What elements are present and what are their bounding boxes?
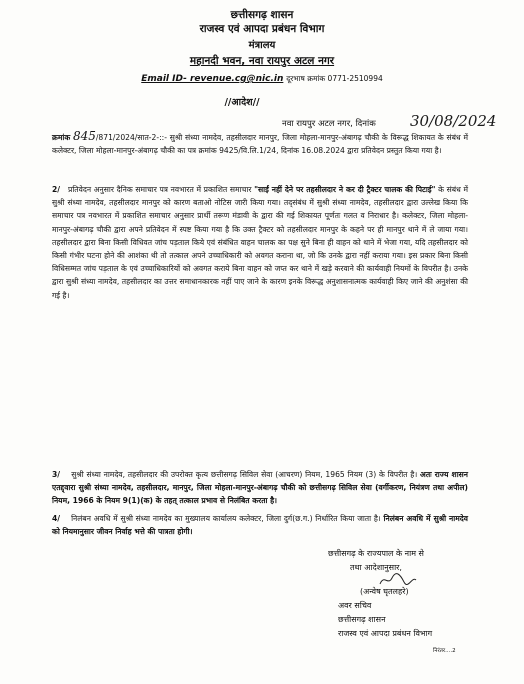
header-ministry: मंत्रालय bbox=[248, 40, 276, 51]
signatory-designation: अवर सचिव bbox=[338, 601, 372, 610]
paragraph-2-number: 2/ bbox=[52, 185, 61, 194]
signatory-office: छत्तीसगढ़ शासन bbox=[338, 615, 386, 624]
header-government: छत्तीसगढ़ शासन bbox=[230, 9, 294, 21]
paragraph-3 bbox=[52, 468, 468, 508]
order-number-prefix: क्रमांक bbox=[52, 133, 71, 142]
signatory-department: राजस्व एवं आपदा प्रबंधन विभाग bbox=[338, 629, 433, 638]
paragraph-4-text-a: निलंबन अवधि में सुश्री संध्या नामदेव का मुख्यालय कार्यालय कलेक्टर, जिला दुर्ग(छ.ग.) निर्धारित किया जाता है। bbox=[71, 514, 381, 523]
paragraph-2 bbox=[52, 183, 468, 302]
paragraph-4 bbox=[52, 512, 468, 538]
signature-authority: छत्तीसगढ़ के राज्यपाल के नाम से bbox=[328, 549, 424, 558]
paragraph-3-number: 3/ bbox=[52, 470, 61, 479]
signature-order-line: तथा आदेशानुसार, bbox=[350, 563, 402, 572]
dateline: नवा रायपुर अटल नगर, दिनांक bbox=[282, 119, 376, 129]
header-address: महानदी भवन, नवा रायपुर अटल नगर bbox=[189, 55, 335, 67]
paragraph-2-text-a: प्रतिवेदन अनुसार दैनिक समाचार पत्र नवभारत में प्रकाशित समाचार bbox=[68, 185, 252, 194]
signatory-name: (अन्वेष घृतलहरे) bbox=[360, 587, 409, 596]
phone-number: दूरभाष क्रमांक 0771-2510994 bbox=[286, 74, 383, 83]
paragraph-3-text-a: सुश्री संध्या नामदेव, तहसीलदार की उपरोक्त कृत्य छत्तीसगढ़ सिविल सेवा (आचरण) नियम, 1965 नियम (3) के विपरीत है। bbox=[71, 470, 418, 479]
paragraph-4-number: 4/ bbox=[52, 514, 61, 523]
order-title: //आदेश// bbox=[224, 97, 260, 108]
handwritten-date: 30/08/2024 bbox=[410, 112, 497, 130]
news-headline: "साईं नहीं देने पर तहसीलदार ने कर दी ट्रैक्टर चालक की पिटाई" bbox=[254, 185, 436, 194]
paragraph-4-text-b: निलंबन अवधि में सुश्री नामदेव को नियमानुसार जीवन निर्वाह भत्ते की पात्रता होगी। bbox=[52, 514, 469, 537]
header-contact bbox=[0, 74, 524, 84]
email-link[interactable]: Email ID- revenue.cg@nic.in bbox=[141, 74, 284, 84]
paragraph-1-text: /871/2024/सात-2-::- सुश्री संध्या नामदेव, तहसीलदार मानपुर, जिला मोहला-मानपुर-अंबागढ़ चौकी के विरूद्ध शिकायत के संबंध में कलेक्टर, जिला मोहला-मानपुर-अंबागढ़ चौकी का पत्र क्रमांक 9425/वि.लि.1/24, दिनांक 16.08.2024 द्वारा प्रतिवेदन प्रस्तुत किया गया है। bbox=[52, 133, 468, 156]
paragraph-2-text-b: के संबंध में सुश्री संध्या नामदेव, तहसीलदार मानपुर को कारण बताओ नोटिस जारी किया गया। तद्संबंध में सुश्री संध्या नामदेव, तहसीलदार द्वारा उल्लेख किया कि समाचार पत्र नवभारत में प्रकाशित समाचार अनुसार प्रार्थी तरूण मंडावी के द्वारा की गई शिकायत पूर्णतः गलत व निराधार है। कलेक्टर, जिला मोहला-मानपुर-अंबागढ़ चौकी द्वारा अपने प्रतिवेदन में स्पष्ट किया गया है कि उक्त ट्रैक्टर को तहसीलदार मानपुर के कहने पर ही मानपुर थाने में ले जाया गया। तहसीलदार द्वारा बिना किसी विधिवत जांच पड़ताल किये एवं संबंधित वाहन चालक का पक्ष सुने बिना ही वाहन को थाने में भेजा गया, यदि तहसीलदार को किसी गंभीर घटना होने की आशंका थी तो तत्काल अपने उच्चाधिकारी को अवगत कराना था, जो कि उनके द्वारा नहीं कराया गया। इस प्रकार बिना किसी विधिसम्मत जांच पड़ताल के एवं उच्चाधिकारियों को अवगत कराये बिना वाहन को जप्त कर थाने में खड़े करवाने की कार्यवाही नियमों के विपरीत है। उनके द्वारा सुश्री संध्या नामदेव, तहसीलदार का उत्तर समाधानकारक नहीं पाए जाने के कारण इनके विरूद्ध अनुशासनात्मक कार्यवाही किए जाने की अनुशंसा की गई है। bbox=[52, 185, 468, 300]
paragraph-1 bbox=[52, 130, 468, 157]
header-department: राजस्व एवं आपदा प्रबंधन विभाग bbox=[199, 23, 325, 35]
suspension-order: अतः राज्य शासन एतद्द्वारा सुश्री संध्या नामदेव, तहसीलदार, मानपुर, जिला मोहला-मानपुर-अंबागढ़ चौकी को छत्तीसगढ़ सिविल सेवा (वर्गीकरण, नियंत्रण तथा अपील) नियम, 1966 के नियम 9(1)(क) के तहत् तत्काल प्रभाव से निलंबित करता है। bbox=[52, 470, 469, 506]
handwritten-order-number: 845 bbox=[72, 129, 96, 143]
continued-note: निरंतर....2 bbox=[433, 648, 456, 654]
